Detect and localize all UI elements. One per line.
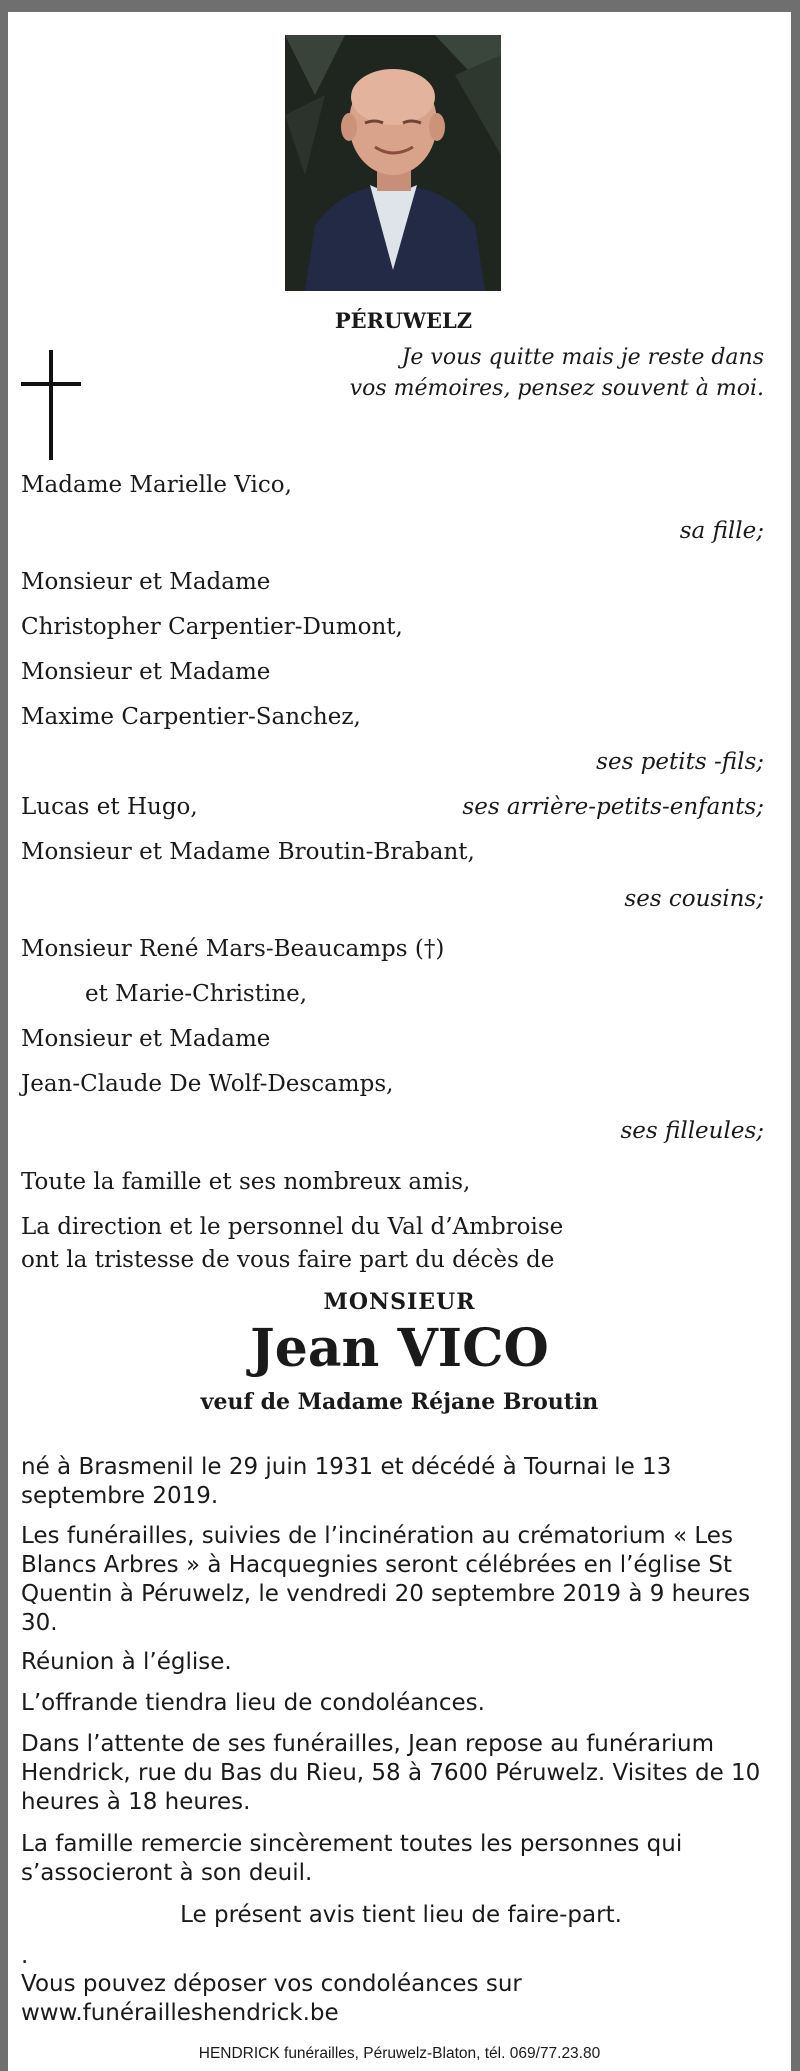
dot-line: . (21, 1943, 29, 1969)
family-daughter: Madame Marielle Vico, (21, 472, 292, 498)
condolences-paragraph: Vous pouvez déposer vos condoléances sur www.funérailleshendrick.be (21, 1971, 522, 2026)
deceased-widower: veuf de Madame Réjane Broutin (200, 1389, 599, 1415)
funeral-home-footer: HENDRICK funérailles, Péruwelz-Blaton, tél. 069/77.23.80 (198, 2045, 601, 2062)
epitaph-quote (350, 342, 764, 404)
funeral-paragraph: Les funérailles, suivies de l’incinération au crématorium « Les Blancs Arbres » à Hacquegnies seront célébrées en l’église St Quentin à Péruwelz, le vendredi 20 septembre 2019 à 9 heures 30. (21, 1523, 751, 1636)
thanks-paragraph: La famille remercie sincèrement toutes les personnes qui s’associeront à son deuil. (21, 1831, 683, 1886)
family-cousins: Monsieur et Madame Broutin-Brabant, (21, 839, 475, 865)
birth-death-paragraph: né à Brasmenil le 29 juin 1931 et décédé à Tournai le 13 septembre 2019. (21, 1454, 672, 1509)
deceased-title: MONSIEUR (323, 1289, 476, 1315)
deceased-name: Jean VICO (250, 1318, 549, 1379)
family-godchild: et Marie-Christine, (85, 981, 308, 1007)
family-grandchild: Monsieur et Madame (21, 569, 271, 595)
relation-cousins: ses cousins; (624, 886, 764, 912)
relation-great-grandchildren: ses arrière-petits-enfants; (462, 794, 764, 820)
cross-icon (21, 350, 81, 460)
family-grandchild: Monsieur et Madame (21, 659, 271, 685)
portrait-illustration (285, 35, 501, 291)
family-great-grandchildren: Lucas et Hugo, (21, 794, 198, 820)
dagger-icon: † (423, 936, 436, 962)
family-godchild: Monsieur et Madame (21, 1026, 271, 1052)
obituary-page (8, 12, 791, 2071)
offering-paragraph: L’offrande tiendra lieu de condoléances. (21, 1690, 485, 1716)
direction-line: La direction et le personnel du Val d’Ambroise (21, 1214, 564, 1240)
family-godchild: Monsieur René Mars-Beaucamps (†) (21, 936, 445, 962)
location-heading: PÉRUWELZ (334, 308, 473, 333)
meeting-paragraph: Réunion à l’église. (21, 1649, 232, 1675)
family-all: Toute la famille et ses nombreux amis, (21, 1169, 471, 1195)
relation-daughter: sa fille; (679, 518, 764, 544)
portrait-photo (285, 35, 501, 291)
family-godchild: Jean-Claude De Wolf-Descamps, (21, 1071, 394, 1097)
direction-line: ont la tristesse de vous faire part du décès de (21, 1247, 555, 1273)
quote-line: Je vous quitte mais je reste dans (401, 345, 764, 370)
quote-line: vos mémoires, pensez souvent à moi. (349, 376, 764, 401)
relation-godchildren: ses filleules; (620, 1118, 764, 1144)
funerarium-paragraph: Dans l’attente de ses funérailles, Jean repose au funérarium Hendrick, rue du Bas du Rieu, 58 à 7600 Péruwelz. Visites de 10 heures à 18 heures. (21, 1731, 761, 1815)
family-grandchild: Maxime Carpentier-Sanchez, (21, 704, 361, 730)
relation-grandchildren: ses petits -fils; (596, 749, 764, 775)
family-grandchild: Christopher Carpentier-Dumont, (21, 614, 403, 640)
notice-paragraph: Le présent avis tient lieu de faire-part. (180, 1902, 622, 1928)
